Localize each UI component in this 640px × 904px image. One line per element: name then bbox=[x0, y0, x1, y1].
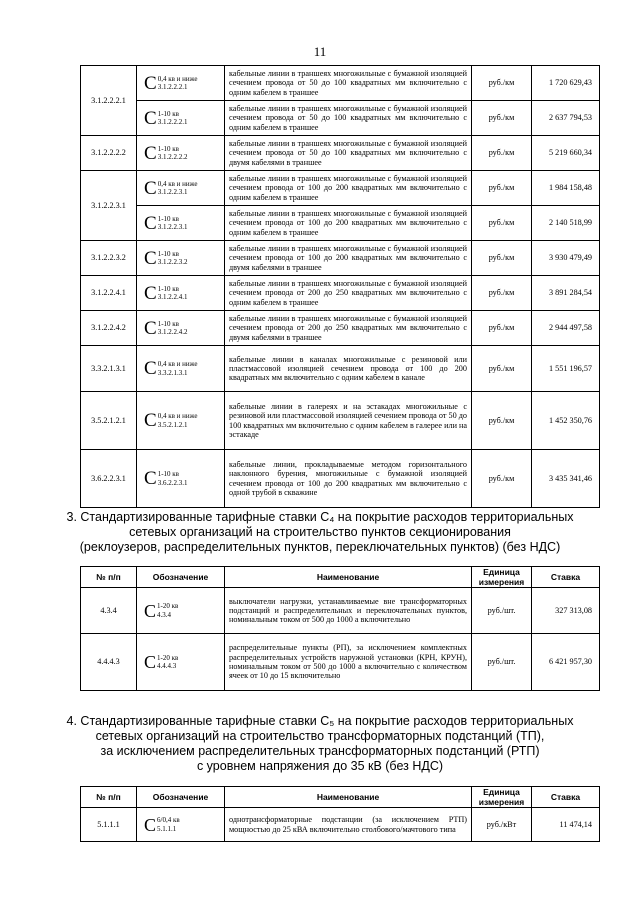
item-number: 5.1.1.1 bbox=[81, 808, 137, 842]
item-description: кабельные линии в траншеях многожильные с бумажной изоляцией сечением провода от 50 до 100 квадратных мм включительно с одним кабелем в траншее bbox=[225, 101, 472, 136]
symbol-voltage-superscript: 1-10 кв bbox=[157, 470, 179, 478]
column-header-num: № п/п bbox=[81, 567, 137, 588]
item-description: выключатели нагрузки, устанавливаемые вне трансформаторных подстанций и распределительных и переключательных пунктов, номинальным током от 500 до 1000 а включительно bbox=[225, 588, 472, 634]
item-rate: 2 140 518,99 bbox=[532, 206, 600, 241]
symbol-voltage-superscript: 1-10 кв bbox=[157, 109, 179, 118]
symbol-indices bbox=[158, 145, 188, 162]
item-description: кабельные линии в траншеях многожильные с бумажной изоляцией сечением провода от 200 до 250 квадратных мм включительно с двумя кабелями в траншее bbox=[225, 311, 472, 346]
symbol-letter: C bbox=[144, 142, 157, 164]
symbol-indices bbox=[157, 816, 180, 833]
item-description: кабельные линии, прокладываемые методом горизонтального наклонного бурения, многожильные с бумажной изоляцией сечением провода от 100 до 200 квадратных мм включительно с одной трубой в скважине bbox=[225, 450, 472, 508]
symbol-letter: C bbox=[144, 282, 157, 304]
symbol-voltage-superscript: 6/0,4 кв bbox=[157, 816, 180, 824]
table-row bbox=[81, 206, 600, 241]
section-4-heading bbox=[0, 714, 640, 774]
item-description: однотрансформаторные подстанции (за исключением РТП) мощностью до 25 кВА включительно столбового/мачтового типа bbox=[225, 808, 472, 842]
item-number: 3.1.2.2.2.2 bbox=[81, 136, 137, 171]
item-number: 3.6.2.2.3.1 bbox=[81, 450, 137, 508]
item-description: кабельные линии в траншеях многожильные с бумажной изоляцией сечением провода от 50 до 100 квадратных мм включительно с двумя кабелями в траншее bbox=[225, 136, 472, 171]
item-description: кабельные линии в траншеях многожильные с бумажной изоляцией сечением провода от 200 до 250 квадратных мм включительно с одним кабелем в траншее bbox=[225, 276, 472, 311]
item-rate: 1 984 158,48 bbox=[532, 171, 600, 206]
item-unit: руб./шт. bbox=[472, 588, 532, 634]
symbol-indices bbox=[158, 75, 198, 92]
section-4-heading-line: с уровнем напряжения до 35 кВ (без НДС) bbox=[196, 759, 444, 773]
tariff-symbol bbox=[144, 816, 180, 834]
symbol-code-subscript: 3.1.2.2.2.2 bbox=[157, 153, 188, 161]
table-row bbox=[81, 66, 600, 101]
symbol-indices bbox=[158, 215, 188, 232]
item-number: 3.1.2.2.4.2 bbox=[81, 311, 137, 346]
symbol-indices bbox=[157, 602, 178, 619]
table-row bbox=[81, 171, 600, 206]
tariff-symbol bbox=[144, 284, 187, 303]
symbol-indices bbox=[158, 360, 198, 377]
transformer-substations-table bbox=[80, 786, 600, 842]
symbol-code-subscript: 3.1.2.2.4.1 bbox=[157, 293, 188, 301]
item-rate: 2 944 497,58 bbox=[532, 311, 600, 346]
symbol-letter: C bbox=[144, 72, 157, 94]
column-header-rate: Ставка bbox=[532, 787, 600, 808]
item-unit: руб./кВт bbox=[472, 808, 532, 842]
section-3-heading-line: сетевых организаций на строительство пунктов секционирования bbox=[129, 525, 511, 539]
section-3-heading-line: (реклоузеров, распределительных пунктов, переключательных пунктов) (без НДС) bbox=[79, 540, 561, 554]
column-header-name: Наименование bbox=[225, 567, 472, 588]
symbol-letter: C bbox=[144, 652, 157, 672]
symbol-letter: C bbox=[144, 317, 157, 339]
symbol-letter: C bbox=[144, 468, 157, 489]
symbol-letter: C bbox=[144, 814, 157, 835]
symbol-letter: C bbox=[144, 107, 157, 129]
symbol-indices bbox=[158, 250, 188, 267]
symbol-cell bbox=[137, 588, 225, 634]
symbol-voltage-superscript: 1-10 кв bbox=[157, 249, 179, 258]
symbol-cell bbox=[137, 136, 225, 171]
table-row bbox=[81, 311, 600, 346]
symbol-cell bbox=[137, 101, 225, 136]
table-row bbox=[81, 450, 600, 508]
item-rate: 1 720 629,43 bbox=[532, 66, 600, 101]
symbol-code-subscript: 3.1.2.2.2.1 bbox=[157, 83, 188, 91]
symbol-voltage-superscript: 1-10 кв bbox=[157, 319, 179, 328]
table-row bbox=[81, 346, 600, 392]
tariff-symbol bbox=[144, 359, 197, 378]
symbol-cell bbox=[137, 450, 225, 508]
table-row bbox=[81, 634, 600, 691]
item-number: 3.1.2.2.4.1 bbox=[81, 276, 137, 311]
section-3-heading bbox=[0, 510, 640, 555]
symbol-letter: C bbox=[144, 600, 157, 621]
item-rate: 1 452 350,76 bbox=[532, 392, 600, 450]
tariff-symbol bbox=[144, 653, 178, 671]
item-rate: 11 474,14 bbox=[532, 808, 600, 842]
item-unit: руб./км bbox=[472, 206, 532, 241]
symbol-indices bbox=[158, 285, 188, 302]
tariff-symbol bbox=[144, 179, 197, 198]
item-unit: руб./км bbox=[472, 311, 532, 346]
cable-lines-table bbox=[80, 65, 600, 508]
item-unit: руб./км bbox=[472, 392, 532, 450]
item-unit: руб./км bbox=[472, 450, 532, 508]
section-4-heading-line: за исключением распределительных трансформаторных подстанций (РТП) bbox=[100, 744, 540, 758]
column-header-unit: Единица измерения bbox=[472, 567, 532, 588]
item-unit: руб./км bbox=[472, 66, 532, 101]
symbol-cell bbox=[137, 241, 225, 276]
symbol-cell bbox=[137, 346, 225, 392]
symbol-code-subscript: 4.4.4.3 bbox=[157, 662, 177, 670]
symbol-voltage-superscript: 0,4 кв и ниже bbox=[157, 74, 198, 83]
symbol-code-subscript: 3.1.2.2.3.1 bbox=[157, 223, 188, 231]
symbol-voltage-superscript: 1-10 кв bbox=[157, 144, 179, 153]
item-unit: руб./км bbox=[472, 276, 532, 311]
symbol-voltage-superscript: 0,4 кв и ниже bbox=[157, 179, 198, 188]
item-unit: руб./км bbox=[472, 101, 532, 136]
symbol-cell bbox=[137, 808, 225, 842]
item-number: 4.3.4 bbox=[81, 588, 137, 634]
symbol-code-subscript: 3.3.2.1.3.1 bbox=[157, 368, 188, 377]
table-row bbox=[81, 101, 600, 136]
item-rate: 327 313,08 bbox=[532, 588, 600, 634]
section-3-heading-line: 3. Стандартизированные тарифные ставки C₄ на покрытие расходов территориальных bbox=[66, 510, 574, 524]
page-number: 11 bbox=[313, 44, 327, 59]
item-rate: 3 891 284,54 bbox=[532, 276, 600, 311]
column-header-num: № п/п bbox=[81, 787, 137, 808]
table-row bbox=[81, 588, 600, 634]
tariff-symbol bbox=[144, 602, 178, 620]
symbol-letter: C bbox=[144, 410, 157, 431]
symbol-indices bbox=[158, 320, 188, 337]
table-row bbox=[81, 808, 600, 842]
tariff-symbol bbox=[144, 249, 187, 268]
symbol-code-subscript: 3.1.2.2.2.1 bbox=[157, 118, 188, 126]
item-description: кабельные линии в траншеях многожильные с бумажной изоляцией сечением провода от 100 до 200 квадратных мм включительно с двумя кабелями в траншее bbox=[225, 241, 472, 276]
tariff-symbol bbox=[144, 74, 197, 93]
item-rate: 3 435 341,46 bbox=[532, 450, 600, 508]
item-description: кабельные линии в траншеях многожильные с бумажной изоляцией сечением провода от 50 до 100 квадратных мм включительно с одним кабелем в траншее bbox=[225, 66, 472, 101]
symbol-voltage-superscript: 0,4 кв и ниже bbox=[157, 412, 198, 420]
symbol-letter: C bbox=[144, 212, 157, 234]
symbol-cell bbox=[137, 276, 225, 311]
symbol-code-subscript: 5.1.1.1 bbox=[157, 824, 177, 833]
item-description: кабельные линии в галереях и на эстакадах многожильные с резиновой или пластмассовой изоляцией сечением провода от 50 до 100 квадратных мм включительно с одним кабелем в галерее или на эстакаде bbox=[225, 392, 472, 450]
item-description: кабельные линии в траншеях многожильные с бумажной изоляцией сечением провода от 100 до 200 квадратных мм включительно с одним кабелем в траншее bbox=[225, 171, 472, 206]
tariff-symbol bbox=[144, 214, 187, 233]
item-number: 3.3.2.1.3.1 bbox=[81, 346, 137, 392]
item-description: кабельные линии в каналах многожильные с резиновой или пластмассовой изоляцией сечением провода от 100 до 200 квадратных мм включительно с одним кабелем в канале bbox=[225, 346, 472, 392]
symbol-cell bbox=[137, 66, 225, 101]
item-number: 3.1.2.2.3.2 bbox=[81, 241, 137, 276]
symbol-letter: C bbox=[144, 177, 157, 199]
symbol-cell bbox=[137, 206, 225, 241]
symbol-cell bbox=[137, 311, 225, 346]
symbol-code-subscript: 4.3.4 bbox=[157, 610, 172, 619]
symbol-code-subscript: 3.1.2.2.4.2 bbox=[157, 328, 188, 336]
tariff-symbol bbox=[144, 411, 197, 430]
symbol-cell bbox=[137, 634, 225, 691]
symbol-indices bbox=[158, 412, 198, 429]
symbol-voltage-superscript: 1-20 кв bbox=[157, 653, 179, 662]
table-row bbox=[81, 136, 600, 171]
section-4-heading-line: 4. Стандартизированные тарифные ставки C₅ на покрытие расходов территориальных bbox=[66, 714, 574, 728]
item-number: 3.1.2.2.3.1 bbox=[81, 171, 137, 241]
symbol-cell bbox=[137, 171, 225, 206]
symbol-voltage-superscript: 0,4 кв и ниже bbox=[157, 360, 198, 368]
item-unit: руб./км bbox=[472, 346, 532, 392]
symbol-indices bbox=[158, 180, 198, 197]
tariff-symbol bbox=[144, 109, 187, 128]
table-row bbox=[81, 276, 600, 311]
column-header-rate: Ставка bbox=[532, 567, 600, 588]
symbol-indices bbox=[158, 470, 188, 487]
symbol-cell bbox=[137, 392, 225, 450]
symbol-code-subscript: 3.5.2.1.2.1 bbox=[157, 420, 188, 429]
symbol-code-subscript: 3.6.2.2.3.1 bbox=[157, 478, 188, 487]
symbol-letter: C bbox=[144, 358, 157, 379]
column-header-unit: Единица измерения bbox=[472, 787, 532, 808]
symbol-voltage-superscript: 1-10 кв bbox=[157, 284, 179, 293]
tariff-symbol bbox=[144, 144, 187, 163]
item-number: 4.4.4.3 bbox=[81, 634, 137, 691]
item-rate: 1 551 196,57 bbox=[532, 346, 600, 392]
section-4-heading-line: сетевых организаций на строительство трансформаторных подстанций (ТП), bbox=[95, 729, 545, 743]
symbol-voltage-superscript: 1-20 кв bbox=[157, 602, 179, 610]
item-unit: руб./км bbox=[472, 136, 532, 171]
table-row bbox=[81, 392, 600, 450]
item-unit: руб./км bbox=[472, 241, 532, 276]
symbol-code-subscript: 3.1.2.2.3.1 bbox=[157, 188, 188, 196]
column-header-symbol: Обозначение bbox=[137, 567, 225, 588]
table-row bbox=[81, 241, 600, 276]
tariff-symbol bbox=[144, 469, 187, 488]
symbol-indices bbox=[158, 110, 188, 127]
item-number: 3.1.2.2.2.1 bbox=[81, 66, 137, 136]
item-rate: 5 219 660,34 bbox=[532, 136, 600, 171]
symbol-voltage-superscript: 1-10 кв bbox=[157, 214, 179, 223]
item-rate: 6 421 957,30 bbox=[532, 634, 600, 691]
symbol-code-subscript: 3.1.2.2.3.2 bbox=[157, 258, 188, 266]
item-unit: руб./км bbox=[472, 171, 532, 206]
symbol-indices bbox=[157, 654, 178, 671]
item-description: кабельные линии в траншеях многожильные с бумажной изоляцией сечением провода от 100 до 200 квадратных мм включительно с одним кабелем в траншее bbox=[225, 206, 472, 241]
item-rate: 3 930 479,49 bbox=[532, 241, 600, 276]
item-number: 3.5.2.1.2.1 bbox=[81, 392, 137, 450]
column-header-name: Наименование bbox=[225, 787, 472, 808]
sectioning-points-table bbox=[80, 566, 600, 691]
item-description: распределительные пункты (РП), за исключением комплектных распределительных устройств наружной установки (КРН, КРУН), номинальным током от 500 до 1000 а включительно с количеством ячеек от 10 до 15 включительно bbox=[225, 634, 472, 691]
column-header-symbol: Обозначение bbox=[137, 787, 225, 808]
tariff-symbol bbox=[144, 319, 187, 338]
symbol-letter: C bbox=[144, 247, 157, 269]
item-unit: руб./шт. bbox=[472, 634, 532, 691]
item-rate: 2 637 794,53 bbox=[532, 101, 600, 136]
